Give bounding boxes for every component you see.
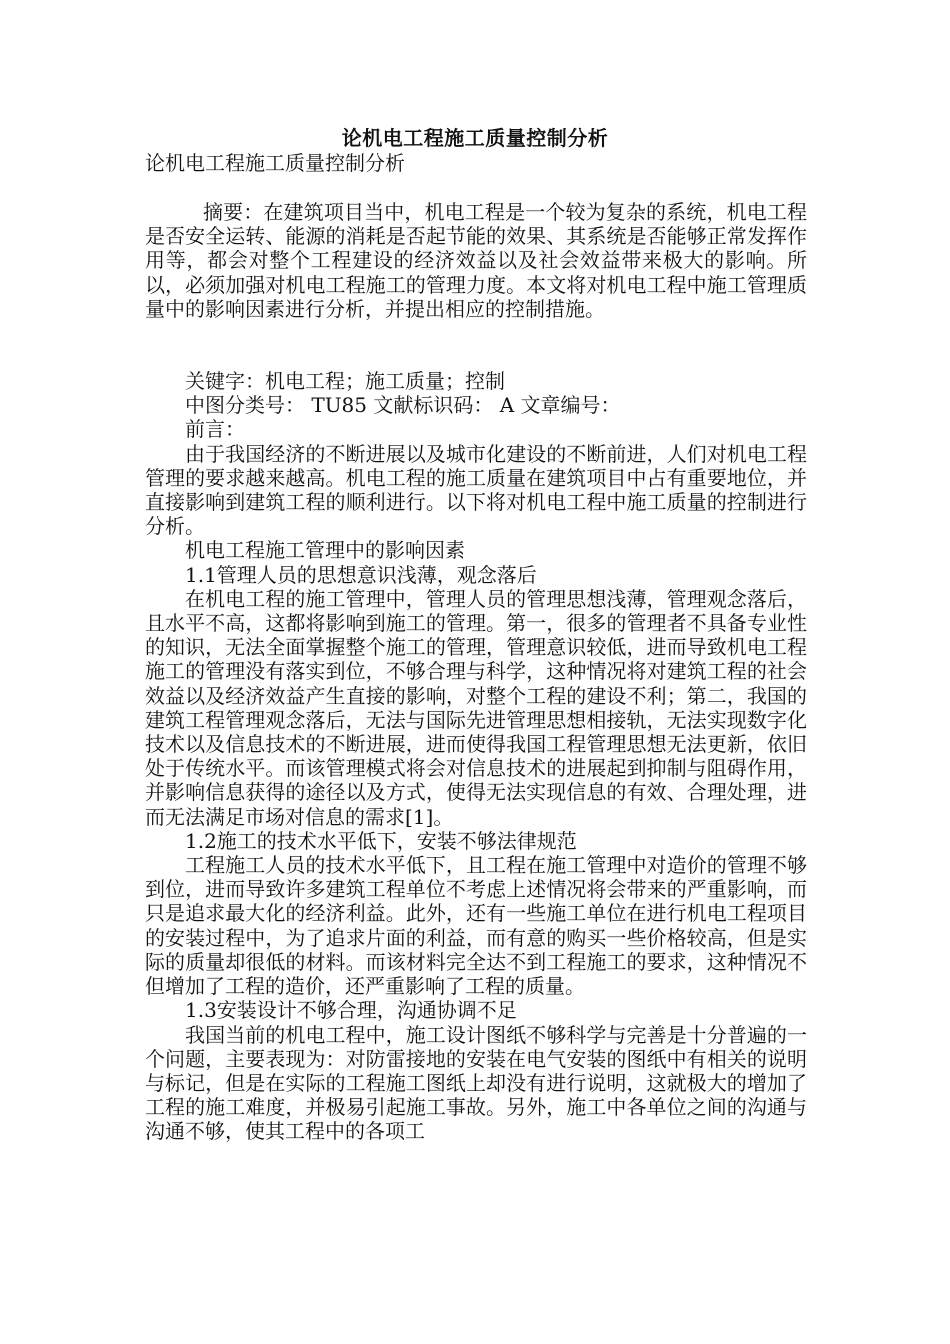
foreword-paragraph: 由于我国经济的不断进展以及城市化建设的不断前进，人们对机电工程管理的要求越来越高。机电工程的施工质量在建筑项目中占有重要地位，并直接影响到建筑工程的顺利进行。以下将对机电工程中施工质量的控制进行分析。 [145, 441, 807, 539]
subsection-1-heading: 1.1管理人员的思想意识浅薄，观念落后 [185, 562, 537, 587]
foreword-label: 前言： [185, 417, 245, 442]
classification-line: 中图分类号： TU85 文献标识码： A 文章编号： [185, 393, 621, 418]
subsection-1-paragraph: 在机电工程的施工管理中，管理人员的管理思想浅薄，管理观念落后，且水平不高，这都将影响到施工的管理。第一，很多的管理者不具备专业性的知识，无法全面掌握整个施工的管理，管理意识较低，进而导致机电工程施工的管理没有落实到位，不够合理与科学，这种情况将对建筑工程的社会效益以及经济效益产生直接的影响，对整个工程的建设不利；第二，我国的建筑工程管理观念落后，无法与国际先进管理思想相接轨，无法实现数字化技术以及信息技术的不断进展，进而使得我国工程管理思想无法更新，依旧处于传统水平。而该管理模式将会对信息技术的进展起到抑制与阻碍作用，并影响信息获得的途径以及方式，使得无法实现信息的有效、合理处理，进而无法满足市场对信息的需求[1]。 [145, 586, 807, 829]
document-title: 论机电工程施工质量控制分析 [341, 126, 609, 150]
subsection-3-paragraph: 我国当前的机电工程中，施工设计图纸不够科学与完善是十分普遍的一个问题，主要表现为：对防雷接地的安装在电气安装的图纸中有相关的说明与标记，但是在实际的工程施工图纸上却没有进行说明，这就极大的增加了工程的施工难度，并极易引起施工事故。另外，施工中各单位之间的沟通与沟通不够，使其工程中的各项工 [145, 1022, 807, 1144]
abstract-paragraph: 摘要：在建筑项目当中，机电工程是一个较为复杂的系统，机电工程是否安全运转、能源的消耗是否起节能的效果、其系统是否能够正常发挥作用等，都会对整个工程建设的经济效益以及社会效益带来极大的影响。所以，必须加强对机电工程施工的管理力度。本文将对机电工程中施工管理质量中的影响因素进行分析，并提出相应的控制措施。 [145, 200, 807, 321]
section-heading: 机电工程施工管理中的影响因素 [185, 538, 465, 563]
subsection-2-heading: 1.2施工的技术水平低下，安装不够法律规范 [185, 828, 577, 853]
document-subtitle: 论机电工程施工质量控制分析 [145, 151, 405, 175]
subsection-2-paragraph: 工程施工人员的技术水平低下，且工程在施工管理中对造价的管理不够到位，进而导致许多建筑工程单位不考虑上述情况将会带来的严重影响，而只是追求最大化的经济利益。此外，还有一些施工单位在进行机电工程项目的安装过程中，为了追求片面的利益，而有意的购买一些价格较高，但是实际的质量却很低的材料。而该材料完全达不到工程施工的要求，这种情况不但增加了工程的造价，还严重影响了工程的质量。 [145, 853, 807, 999]
subsection-3-heading: 1.3安装设计不够合理，沟通协调不足 [185, 998, 517, 1023]
paragraph-gap [145, 321, 807, 369]
document-body [145, 200, 807, 1144]
keywords-line: 关键字：机电工程；施工质量；控制 [185, 369, 505, 394]
